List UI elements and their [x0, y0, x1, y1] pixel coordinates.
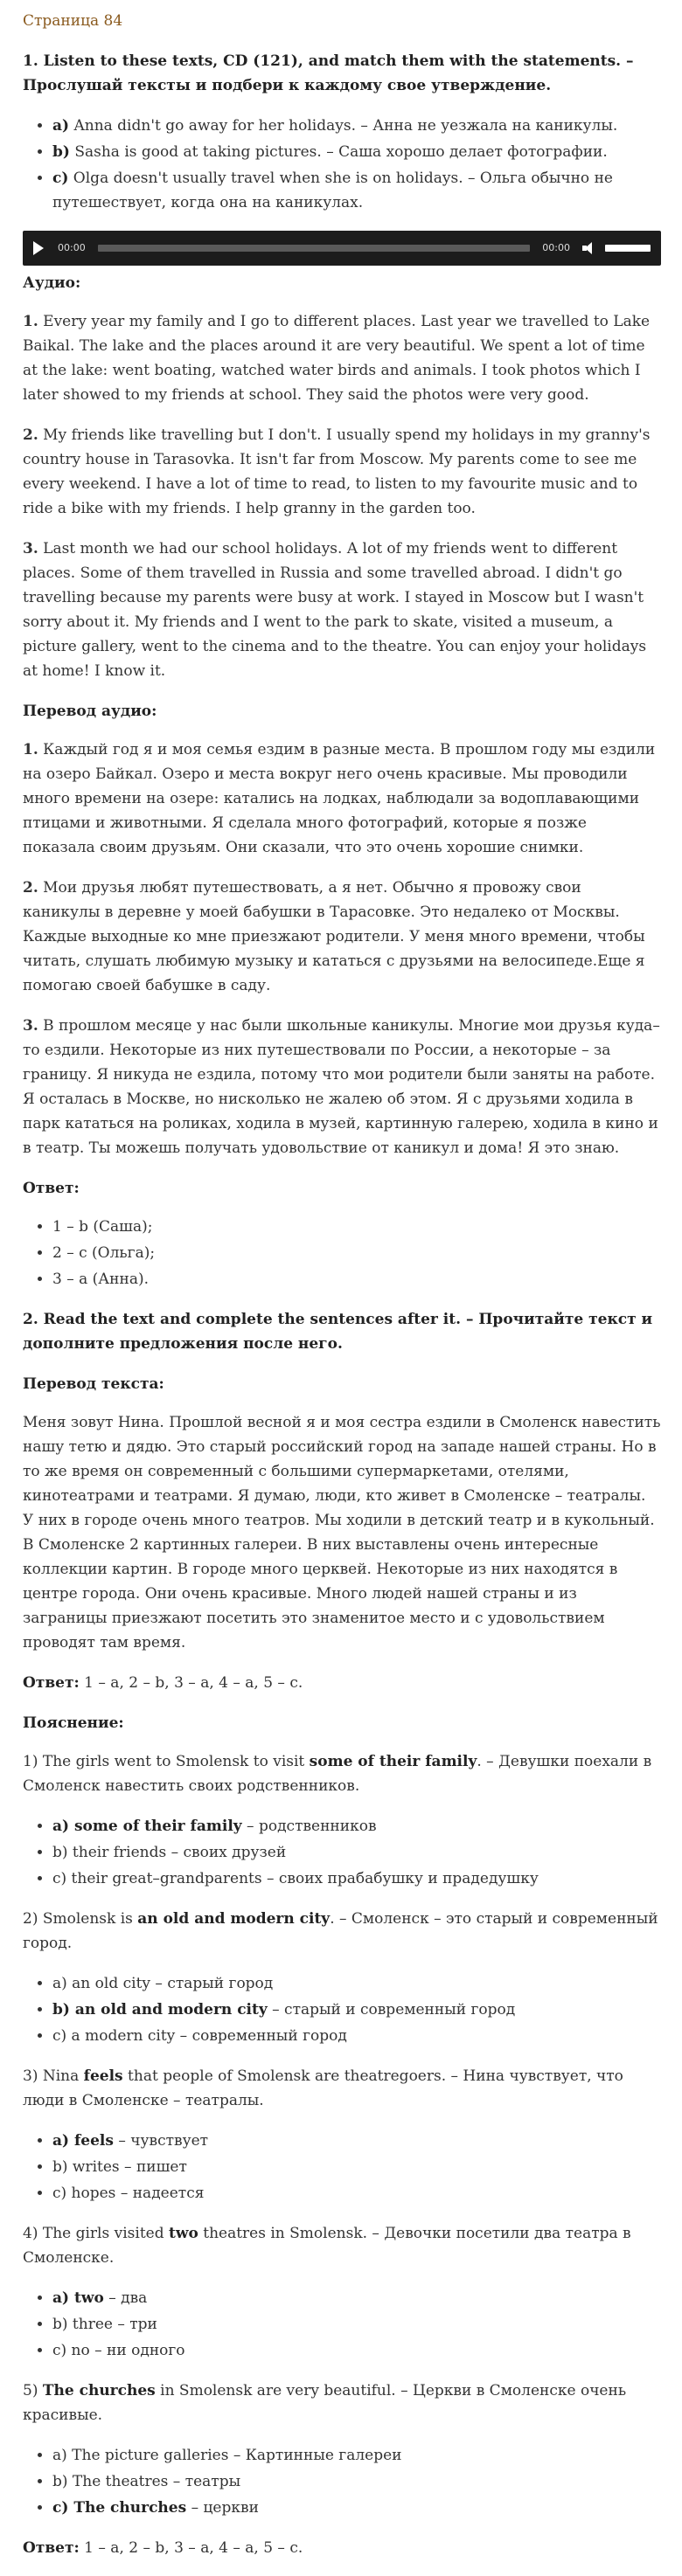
option-item	[52, 2129, 661, 2153]
option-translation: – чувствует	[113, 2132, 209, 2150]
paragraph-text: Last month we had our school holidays. A lot of my friends went to different places. Some of them travelled in Russia and some travelled abroad. I didn't go travelling because my parents were busy at work. I stayed in Moscow but I wasn't sorry about it. My friends and I went to the park to skate, visited a museum, a picture gallery, went to the cinema and to the theatre. You can enjoy your holidays at home! I know it.	[23, 540, 647, 680]
paragraph-number: 2.	[23, 426, 38, 444]
option-label: a) two	[52, 2289, 104, 2307]
option-item	[52, 2443, 661, 2468]
audio-label: Аудио:	[23, 274, 81, 292]
volume-icon[interactable]	[582, 242, 596, 254]
sentence-end: . – Девушки поехали в Смоленск навестить своих родственников.	[23, 1753, 652, 1795]
statement-text: Anna didn't go away for her holidays. – Анна не уезжала на каникулы.	[69, 117, 618, 135]
sentence-answer: some of their family	[309, 1753, 477, 1770]
paragraph-number: 1.	[23, 741, 38, 758]
option-label: b) The theatres	[52, 2473, 169, 2490]
option-item	[52, 2312, 661, 2337]
option-item	[52, 1971, 661, 1996]
paragraph-text: В прошлом месяце у нас были школьные каникулы. Многие мои друзья куда–то ездили. Некоторые из них путешествовали по России, а некоторые – за границу. Я никуда не ездила, потому что мои родители были заняты на работе. Я осталась в Москве, но нисколько не жалею об этом. Я с друзьями ходила в парк кататься на роликах, ходила в музей, картинную галерею, ходила в кино и в театр. Ты можешь получать удовольствие от каникул и дома! Я это знаю.	[23, 1017, 660, 1157]
options-list	[23, 2443, 661, 2520]
statement-a	[52, 114, 661, 138]
option-label: c) no	[52, 2342, 90, 2359]
statement-letter: c)	[52, 170, 69, 187]
option-label: a) feels	[52, 2132, 114, 2150]
statement-text: Sasha is good at taking pictures. – Саша хорошо делает фотографии.	[69, 143, 608, 161]
paragraph-text: Every year my family and I go to different places. Last year we travelled to Lake Baikal. The lake and the places around it are very beautiful. We spent a lot of time at the lake: went boating, watched water birds and animals. I took photos which I later showed to my friends at school. They said the photos were very good.	[23, 313, 651, 404]
options-list	[23, 1971, 661, 2048]
sentence-end: that people of Smolensk are theatregoers. – Нина чувствует, что люди в Смоленске – театралы.	[23, 2067, 623, 2109]
option-item	[52, 2181, 661, 2206]
paragraph-number: 1.	[23, 313, 38, 330]
play-icon[interactable]	[33, 241, 44, 255]
option-label: c) The churches	[52, 2499, 187, 2517]
sentence-answer: The churches	[42, 2382, 156, 2399]
sentence-end: in Smolensk are very beautiful. – Церкви в Смоленске очень красивые.	[23, 2382, 627, 2424]
sentence-answer: feels	[83, 2067, 123, 2085]
option-translation: – пишет	[119, 2158, 187, 2176]
statement-letter: a)	[52, 117, 70, 135]
task2-title: 2. Read the text and complete the sentences after it. – Прочитайте текст и дополните предложения после него.	[23, 1311, 653, 1353]
options-list	[23, 2286, 661, 2363]
option-item	[52, 1814, 661, 1839]
option-translation: – театры	[168, 2473, 241, 2490]
current-time: 00:00	[58, 242, 86, 253]
option-label: c) hopes	[52, 2185, 116, 2202]
answer-item: • 1 – b (Саша);	[52, 1215, 661, 1239]
paragraph-text: Мои друзья любят путешествовать, а я нет. Обычно я провожу свои каникулы в деревне у моей бабушки в Тарасовке. Это недалеко от Москвы. Каждые выходные ко мне приезжают родители. У меня много времени, чтобы читать, слушать любимую музыку и кататься с друзьями на велосипеде.Еще я помогаю своей бабушке в саду.	[23, 879, 645, 994]
task1-statements	[23, 114, 661, 215]
option-translation: – своих прабабушку и прадедушку	[261, 1870, 539, 1887]
option-translation: – надеется	[115, 2185, 205, 2202]
translation-label: Перевод аудио:	[23, 703, 157, 720]
audio-text-3	[23, 537, 661, 683]
option-label: a) an old city	[52, 1975, 151, 1992]
answer-value: 1 – a, 2 – b, 3 – a, 4 – a, 5 – c.	[79, 2539, 303, 2557]
audio-player	[23, 231, 661, 266]
answer-item: • 2 – c (Ольга);	[52, 1241, 661, 1265]
duration-time: 00:00	[542, 242, 570, 253]
option-label: b) an old and modern city	[52, 2001, 268, 2019]
answer-value: 1 – a, 2 – b, 3 – a, 4 – a, 5 – c.	[79, 1674, 303, 1692]
translation-text-2	[23, 876, 661, 998]
sentence-end: theatres in Smolensk. – Девочки посетили два театра в Смоленске.	[23, 2225, 631, 2267]
sentence-start: 2) Smolensk is	[23, 1910, 138, 1928]
explanation-label: Пояснение:	[23, 1714, 124, 1732]
final-answer	[23, 2536, 661, 2560]
option-label: b) their friends	[52, 1844, 167, 1861]
option-item	[52, 1866, 661, 1891]
option-item	[52, 2469, 661, 2494]
explanation-sentence	[23, 2064, 661, 2113]
paragraph-text: Каждый год я и моя семья ездим в разные места. В прошлом году мы ездили на озеро Байкал. Озеро и места вокруг него очень красивые. Мы проводили много времени на озере: катались на лодках, наблюдали за водоплавающими птицами и животными. Я сделала много фотографий, которые я позже показала своим друзьям. Они сказали, что это очень хорошие снимки.	[23, 741, 656, 856]
option-item	[52, 2024, 661, 2048]
option-item	[52, 2155, 661, 2179]
paragraph-number: 3.	[23, 540, 38, 557]
answer-label: Ответ:	[23, 1180, 80, 1197]
sentence-answer: an old and modern city	[137, 1910, 331, 1928]
option-translation: – старый город	[150, 1975, 274, 1992]
explanation-sentence	[23, 2379, 661, 2427]
progress-track[interactable]	[98, 245, 531, 252]
option-translation: – церкви	[186, 2499, 259, 2517]
option-item	[52, 1840, 661, 1865]
option-translation: – родственников	[241, 1818, 377, 1835]
option-label: c) their great–grandparents	[52, 1870, 262, 1887]
options-list	[23, 1814, 661, 1891]
text-translation: Меня зовут Нина. Прошлой весной я и моя сестра ездили в Смоленск навестить нашу тетю и дядю. Это старый российский город на западе нашей страны. Но в то же время он современный с большими супермаркетами, отелями, кинотеатрами и театрами. Я думаю, люди, кто живет в Смоленске – театралы. У них в городе очень много театров. Мы ходили в детский театр и в кукольный. В Смоленске 2 картинных галереи. В них выставлены очень интересные коллекции картин. В городе много церквей. Некоторые из них находятся в центре города. Они очень красивые. Много людей нашей страны и из заграницы приезжают посетить это знаменитое место и с удовольствием проводят там время.	[23, 1414, 661, 1652]
sentence-answer: two	[169, 2225, 198, 2242]
task1-title: 1. Listen to these texts, CD (121), and match them with the statements. – Прослушай тексты и подбери к каждому свое утверждение.	[23, 52, 634, 94]
sentence-start: 5)	[23, 2382, 43, 2399]
paragraph-number: 2.	[23, 879, 38, 897]
option-translation: – современный город	[175, 2027, 347, 2045]
sentence-start: 4) The girls visited	[23, 2225, 169, 2242]
option-item	[52, 2338, 661, 2363]
sentence-start: 3) Nina	[23, 2067, 84, 2085]
task2-answer	[23, 1671, 661, 1695]
option-item	[52, 1998, 661, 2022]
option-translation: – два	[103, 2289, 148, 2307]
option-item	[52, 2286, 661, 2310]
volume-slider[interactable]	[605, 245, 651, 252]
option-translation: – ни одного	[89, 2342, 185, 2359]
answer-label: Ответ:	[23, 2539, 80, 2557]
statement-text: Olga doesn't usually travel when she is on holidays. – Ольга обычно не путешествует, когда она на каникулах.	[52, 170, 613, 211]
statement-letter: b)	[52, 143, 70, 161]
explanation-list	[23, 1749, 661, 2520]
audio-text-1	[23, 309, 661, 407]
option-label: a) some of their family	[52, 1818, 242, 1835]
sentence-end: . – Смоленск – это старый и современный город.	[23, 1910, 658, 1952]
option-translation: – три	[112, 2316, 157, 2333]
answer-label: Ответ:	[23, 1674, 80, 1692]
paragraph-text: My friends like travelling but I don't. I usually spend my holidays in my granny's country house in Tarasovka. It isn't far from Moscow. My parents come to see me every weekend. I have a lot of time to read, to listen to my favourite music and to ride a bike with my friends. I help granny in the garden too.	[23, 426, 651, 517]
translation-text-1	[23, 737, 661, 860]
sentence-start: 1) The girls went to Smolensk to visit	[23, 1753, 310, 1770]
audio-text-2	[23, 423, 661, 521]
option-label: a) The picture galleries	[52, 2447, 229, 2464]
option-label: b) three	[52, 2316, 113, 2333]
statement-c	[52, 166, 661, 215]
page-label: Страница 84	[23, 12, 123, 30]
paragraph-number: 3.	[23, 1017, 38, 1035]
option-translation: – своих друзей	[166, 1844, 287, 1861]
explanation-sentence	[23, 2221, 661, 2270]
task1-answers	[23, 1215, 661, 1291]
statement-b	[52, 140, 661, 164]
text-translation-label: Перевод текста:	[23, 1375, 164, 1393]
options-list	[23, 2129, 661, 2206]
answer-item: • 3 – a (Анна).	[52, 1267, 661, 1291]
option-translation: – старый и современный город	[267, 2001, 516, 2019]
explanation-sentence	[23, 1749, 661, 1798]
translation-text-3	[23, 1014, 661, 1160]
option-item	[52, 2496, 661, 2520]
option-label: b) writes	[52, 2158, 120, 2176]
option-translation: – Картинные галереи	[228, 2447, 402, 2464]
explanation-sentence	[23, 1907, 661, 1956]
option-label: c) a modern city	[52, 2027, 176, 2045]
